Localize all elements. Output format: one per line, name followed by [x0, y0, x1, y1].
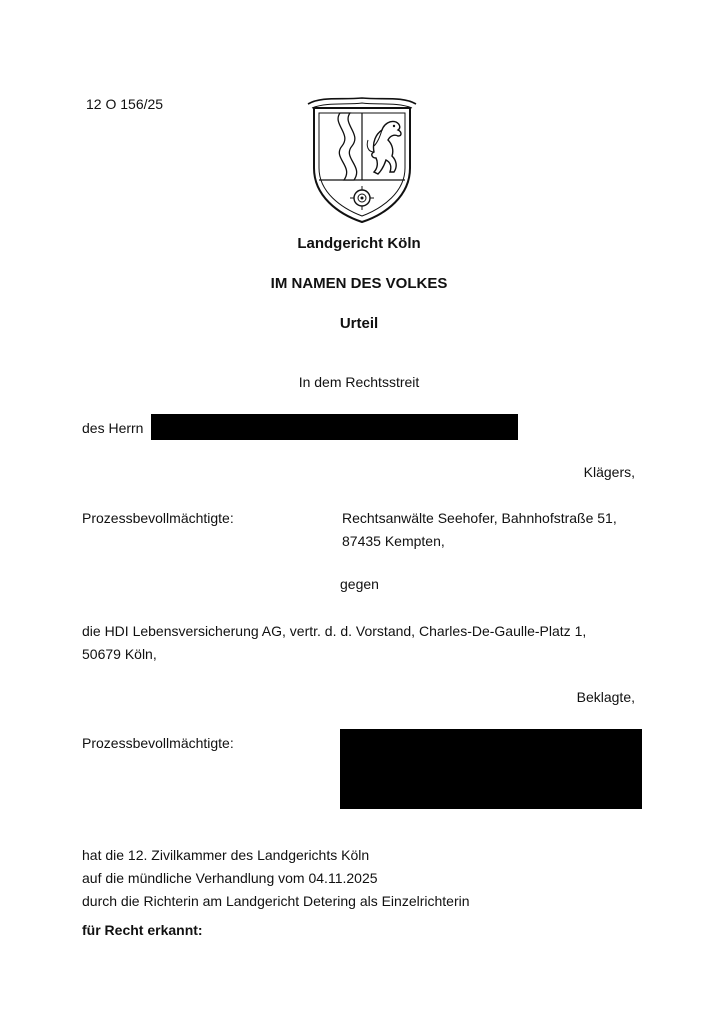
plaintiff-counsel-line-2: 87435 Kempten,	[342, 533, 445, 549]
defendant-role: Beklagte,	[576, 689, 635, 705]
proceedings-intro: In dem Rechtsstreit	[298, 374, 420, 390]
document-type-heading: Urteil	[339, 315, 379, 332]
plaintiff-counsel-label: Prozessbevollmächtigte:	[82, 510, 234, 526]
plaintiff-role: Klägers,	[583, 464, 635, 480]
defendant-counsel-redaction	[340, 729, 642, 809]
in-the-name-heading: IM NAMEN DES VOLKES	[270, 275, 448, 292]
plaintiff-counsel-line-1: Rechtsanwälte Seehofer, Bahnhofstraße 51,	[342, 510, 617, 526]
defendant-line-1: die HDI Lebensversicherung AG, vertr. d. d. Vorstand, Charles-De-Gaulle-Platz 1,	[82, 623, 587, 639]
defendant-counsel-label: Prozessbevollmächtigte:	[82, 735, 234, 751]
court-name: Landgericht Köln	[297, 235, 421, 252]
judge-line: durch die Richterin am Landgericht Detering als Einzelrichterin	[82, 893, 470, 909]
nrw-coat-of-arms-icon	[302, 94, 422, 226]
hearing-line: auf die mündliche Verhandlung vom 04.11.2025	[82, 870, 378, 886]
defendant-line-2: 50679 Köln,	[82, 646, 157, 662]
plaintiff-prefix: des Herrn	[82, 420, 144, 436]
versus-label: gegen	[340, 576, 379, 592]
chamber-line: hat die 12. Zivilkammer des Landgerichts Köln	[82, 847, 370, 863]
case-number: 12 O 156/25	[86, 96, 164, 112]
verdict-heading: für Recht erkannt:	[82, 922, 203, 938]
plaintiff-name-redaction	[151, 414, 518, 440]
